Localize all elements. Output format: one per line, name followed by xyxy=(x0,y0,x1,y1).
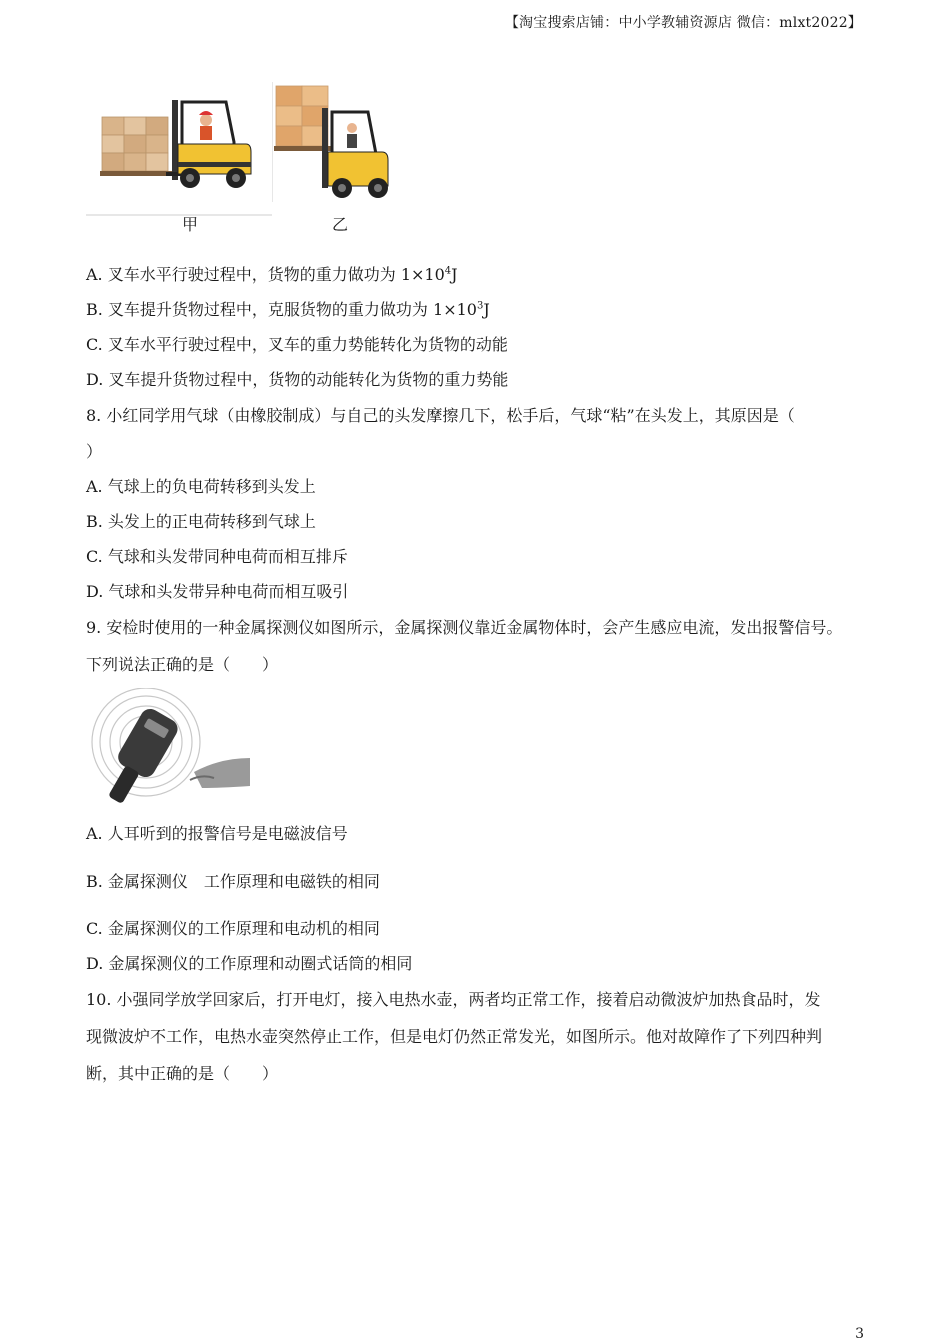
q8-option-b: B. 头发上的正电荷转移到气球上 xyxy=(86,512,316,531)
q8-stem-continued: ） xyxy=(86,442,103,461)
forklift-jia-image xyxy=(86,82,272,216)
q9-stem-continued: 下列说法正确的是（ ） xyxy=(86,655,279,674)
q8-option-d: D. 气球和头发带异种电荷而相互吸引 xyxy=(86,582,349,601)
figure-label-yi: 乙 xyxy=(332,215,349,234)
q7-option-a: A. 叉车水平行驶过程中，货物的重力做功为 $1\times 10^4J$ xyxy=(86,265,458,284)
q9-option-b: B. 金属探测仪 工作原理和电磁铁的相同 xyxy=(86,872,380,891)
q10-stem-line-3: 断，其中正确的是（ ） xyxy=(86,1064,279,1083)
q8-option-c: C. 气球和头发带同种电荷而相互排斥 xyxy=(86,547,348,566)
q7-option-b: B. 叉车提升货物过程中，克服货物的重力做功为 $1\times 10^3J$ xyxy=(86,300,490,319)
q9-option-a: A. 人耳听到的报警信号是电磁波信号 xyxy=(86,824,348,843)
q10-stem-line-2: 现微波炉不工作，电热水壶突然停止工作，但是电灯仍然正常发光，如图所示。他对故障作了下列四种判 xyxy=(86,1027,823,1046)
q9-option-c: C. 金属探测仪的工作原理和电动机的相同 xyxy=(86,919,380,938)
metal-detector-image xyxy=(90,688,254,804)
q9-stem: 9. 安检时使用的一种金属探测仪如图所示，金属探测仪靠近金属物体时，会产生感应电流，发出报警信号。 xyxy=(86,618,843,637)
q7-option-d: D. 叉车提升货物过程中，货物的动能转化为货物的重力势能 xyxy=(86,370,509,389)
page-header: 【淘宝搜索店铺：中小学教辅资源店 微信：mlxt2022】 xyxy=(504,15,862,31)
q9-option-d: D. 金属探测仪的工作原理和动圈式话筒的相同 xyxy=(86,954,413,973)
forklift-yi-image xyxy=(272,82,398,202)
forklift-figure xyxy=(86,82,406,232)
q7-option-c: C. 叉车水平行驶过程中，叉车的重力势能转化为货物的动能 xyxy=(86,335,508,354)
q8-option-a: A. 气球上的负电荷转移到头发上 xyxy=(86,477,316,496)
figure-label-jia: 甲 xyxy=(182,215,199,234)
q8-stem: 8. 小红同学用气球（由橡胶制成）与自己的头发摩擦几下，松手后，气球“粘”在头发上，其原因是（ xyxy=(86,406,795,425)
q10-stem-line-1: 10. 小强同学放学回家后，打开电灯，接入电热水壶，两者均正常工作，接着启动微波炉加热食品时，发 xyxy=(86,990,821,1009)
page-number: 3 xyxy=(855,1326,864,1342)
